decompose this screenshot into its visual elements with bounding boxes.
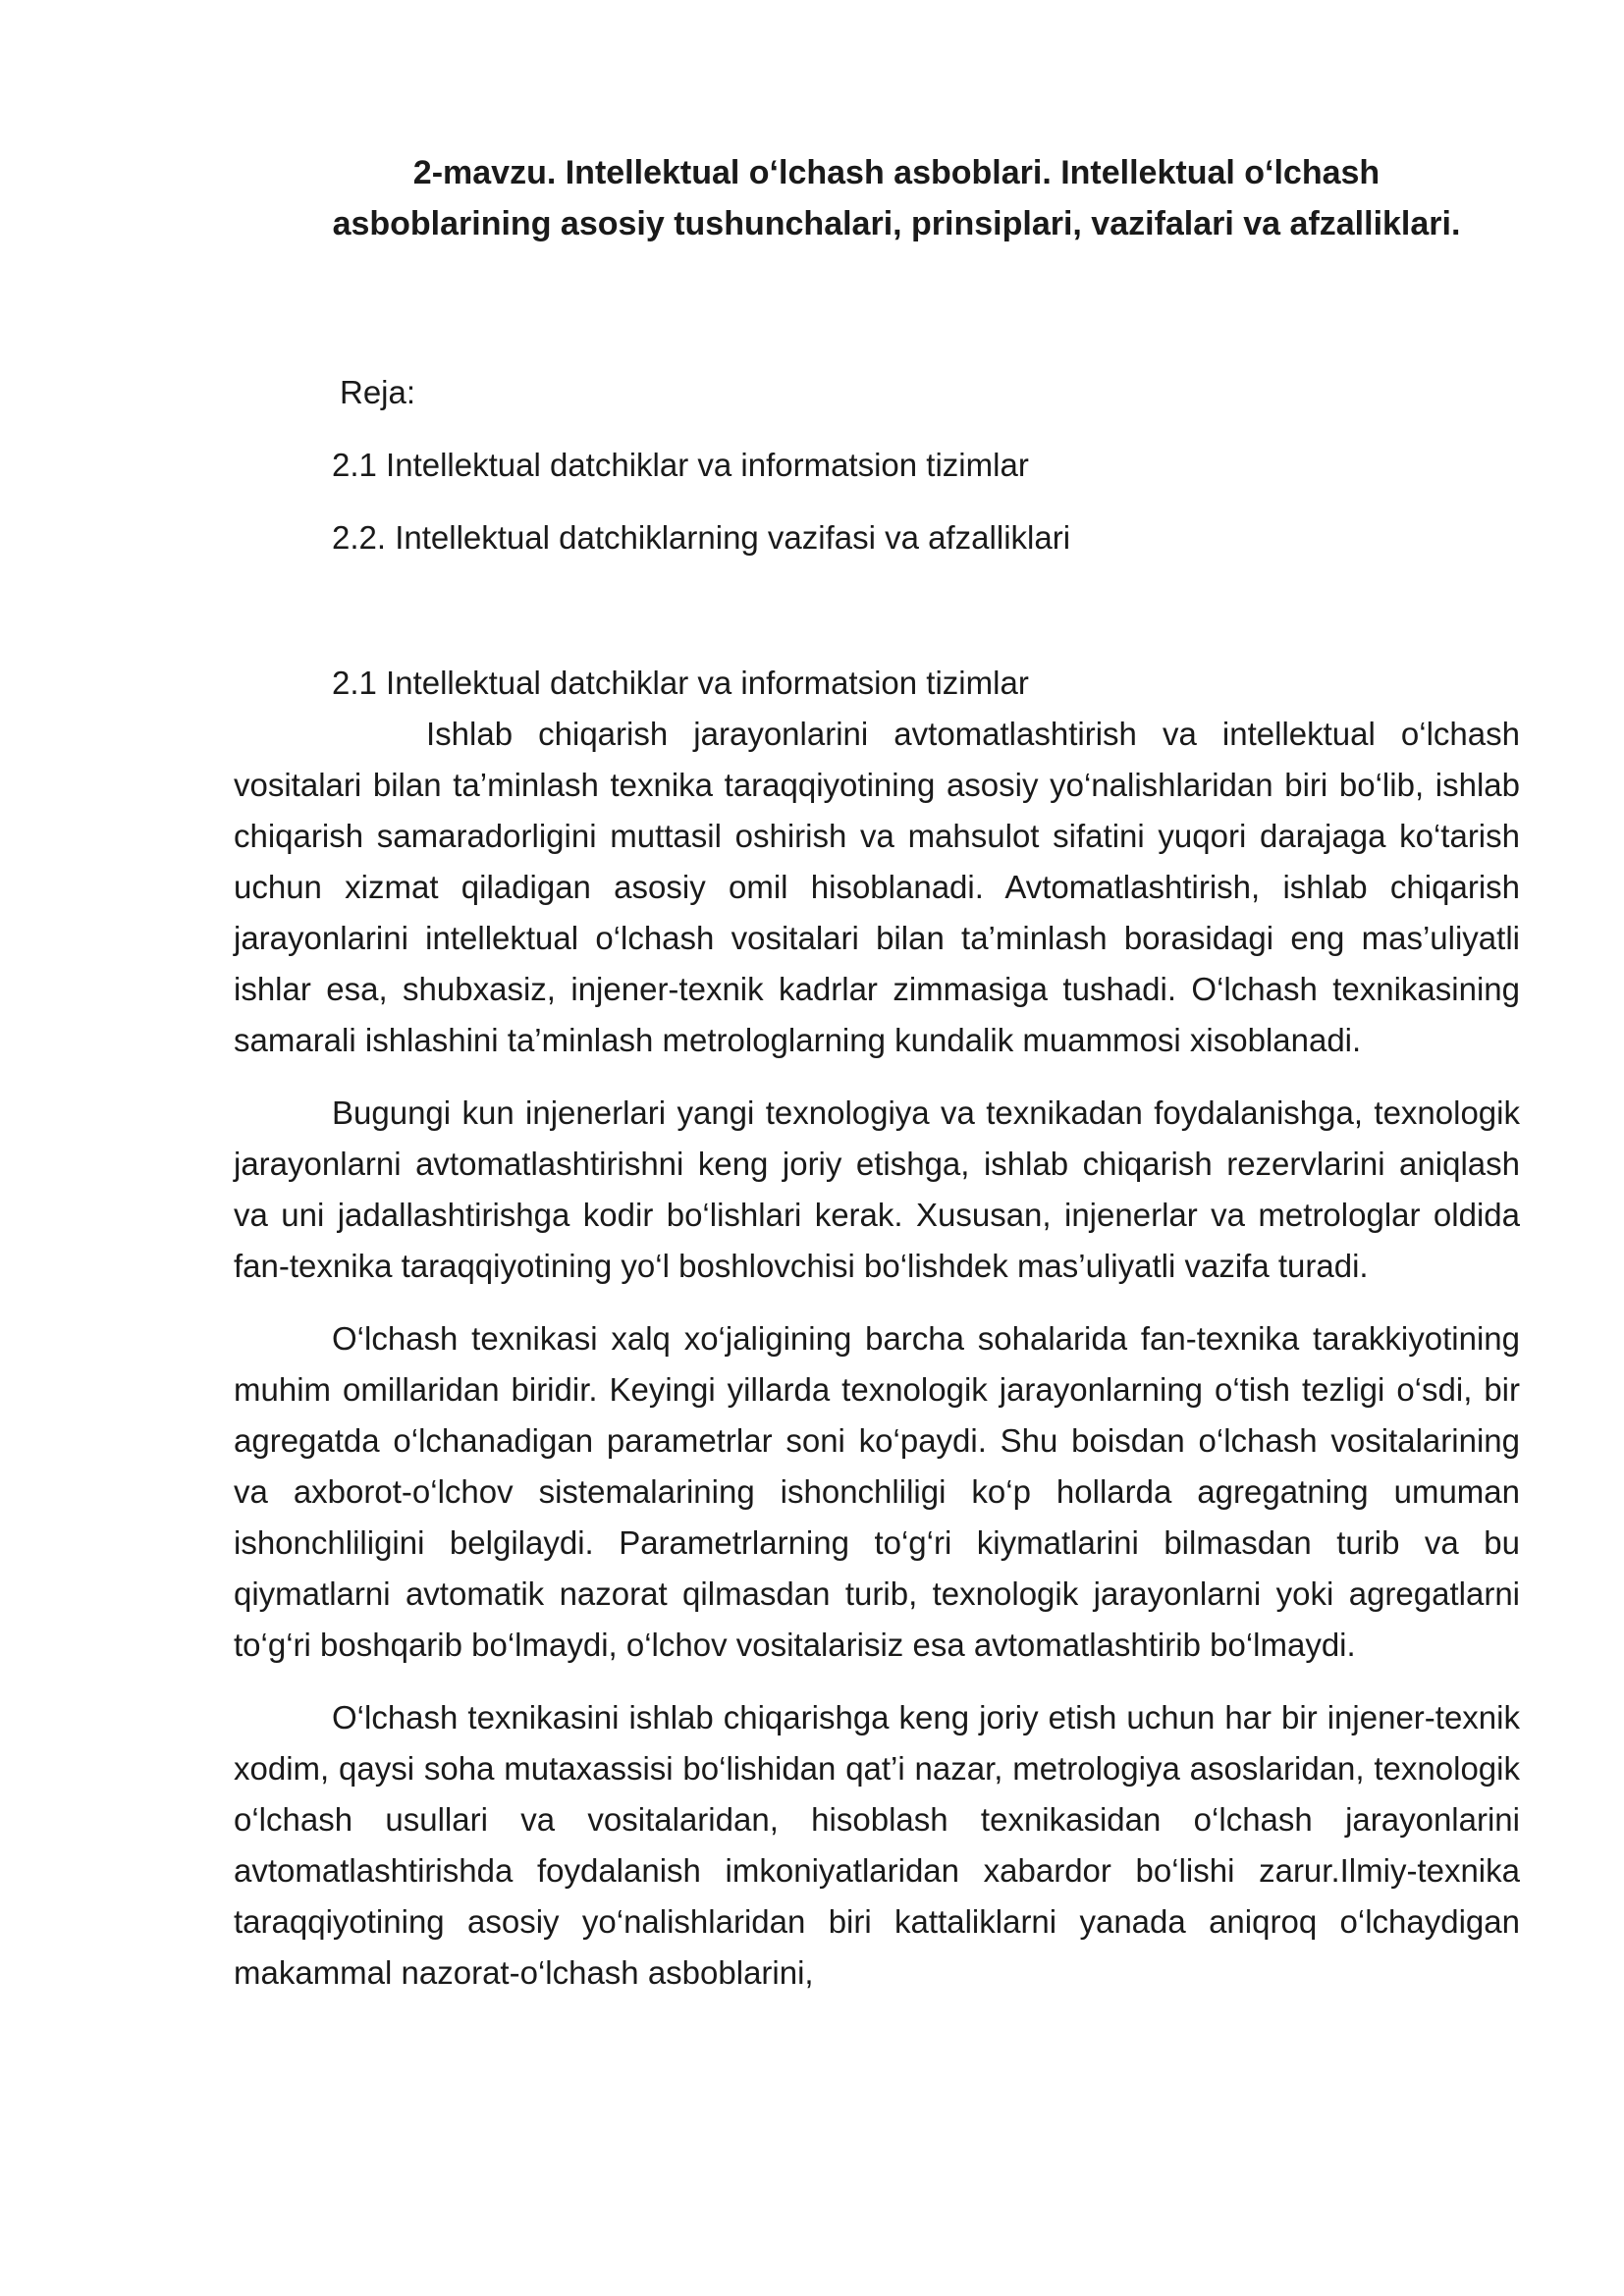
- plan-block: [234, 367, 1520, 563]
- body-text: [234, 709, 1520, 1999]
- document-title: [234, 147, 1520, 249]
- paragraph-3: O‘lchash texnikasi xalq xo‘jaligining barcha sohalarida fan-texnika tarakkiyotining muhim omillaridan biridir. Keyingi yillarda texnologik jarayonlarning o‘tish tezligi o‘sdi, bir agregatda o‘lchanadigan parametrlar soni ko‘paydi. Shu boisdan o‘lchash vositalarining va axborot-o‘lchov sistemalarining ishonchliligi ko‘p hollarda agregatning umuman ishonchliligini belgilaydi. Parametrlarning to‘g‘ri kiymatlarini bilmasdan turib va bu qiymatlarni avtomatik nazorat qilmasdan turib, texnologik jarayonlarni yoki agregatlarni to‘g‘ri boshqarib bo‘lmaydi, o‘lchov vositalarisiz esa avtomatlashtirib bo‘lmaydi.: [234, 1320, 1520, 1663]
- plan-item-1: 2.1 Intellektual datchiklar va informatsion tizimlar: [332, 447, 1029, 483]
- paragraph-1: Ishlab chiqarish jarayonlarini avtomatlashtirish va intellektual o‘lchash vositalari bilan ta’minlash texnika taraqqiyotining asosiy yo‘nalishlaridan biri bo‘lib, ishlab chiqarish samaradorligini muttasil oshirish va mahsulot sifatini yuqori darajaga ko‘tarish uchun xizmat qiladigan asosiy omil hisoblanadi. Avtomatlashtirish, ishlab chiqarish jarayonlarini intellektual o‘lchash vositalari bilan ta’minlash borasidagi eng mas’uliyatli ishlar esa, shubxasiz, injener-texnik kadrlar zimmasiga tushadi. O‘lchash texnikasining samarali ishlashini ta’minlash metrologlarning kundalik muammosi xisoblanadi.: [234, 716, 1520, 1058]
- plan-label: Reja:: [340, 374, 416, 410]
- section-heading: 2.1 Intellektual datchiklar va informatsion tizimlar: [332, 665, 1029, 701]
- plan-item-2: 2.2. Intellektual datchiklarning vazifasi va afzalliklari: [332, 519, 1071, 556]
- title-line-1: 2-mavzu. Intellektual o‘lchash asboblari. Intellektual o‘lchash: [412, 154, 1380, 191]
- document-page: [234, 147, 1520, 2020]
- paragraph-4: O‘lchash texnikasini ishlab chiqarishga keng joriy etish uchun har bir injener-texnik xodim, qaysi soha mutaxassisi bo‘lishidan qat’i nazar, metrologiya asoslaridan, texnologik o‘lchash usullari va vositalaridan, hisoblash texnikasidan o‘lchash jarayonlarini avtomatlashtirishda foydalanish imkoniyatlaridan xabardor bo‘lishi zarur.Ilmiy-texnika taraqqiyotining asosiy yo‘nalishlaridan biri kattaliklarni yanada aniqroq o‘lchaydigan makammal nazorat-o‘lchash asboblarini,: [234, 1699, 1520, 1991]
- paragraph-2: Bugungi kun injenerlari yangi texnologiya va texnikadan foydalanishga, texnologik jarayonlarni avtomatlashtirishni keng joriy etishga, ishlab chiqarish rezervlarini aniqlash va uni jadallashtirishga kodir bo‘lishlari kerak. Xususan, injenerlar va metrologlar oldida fan-texnika taraqqiyotining yo‘l boshlovchisi bo‘lishdek mas’uliyatli vazifa turadi.: [234, 1095, 1520, 1284]
- title-line-2: asboblarining asosiy tushunchalari, prinsiplari, vazifalari va afzalliklari.: [332, 205, 1461, 242]
